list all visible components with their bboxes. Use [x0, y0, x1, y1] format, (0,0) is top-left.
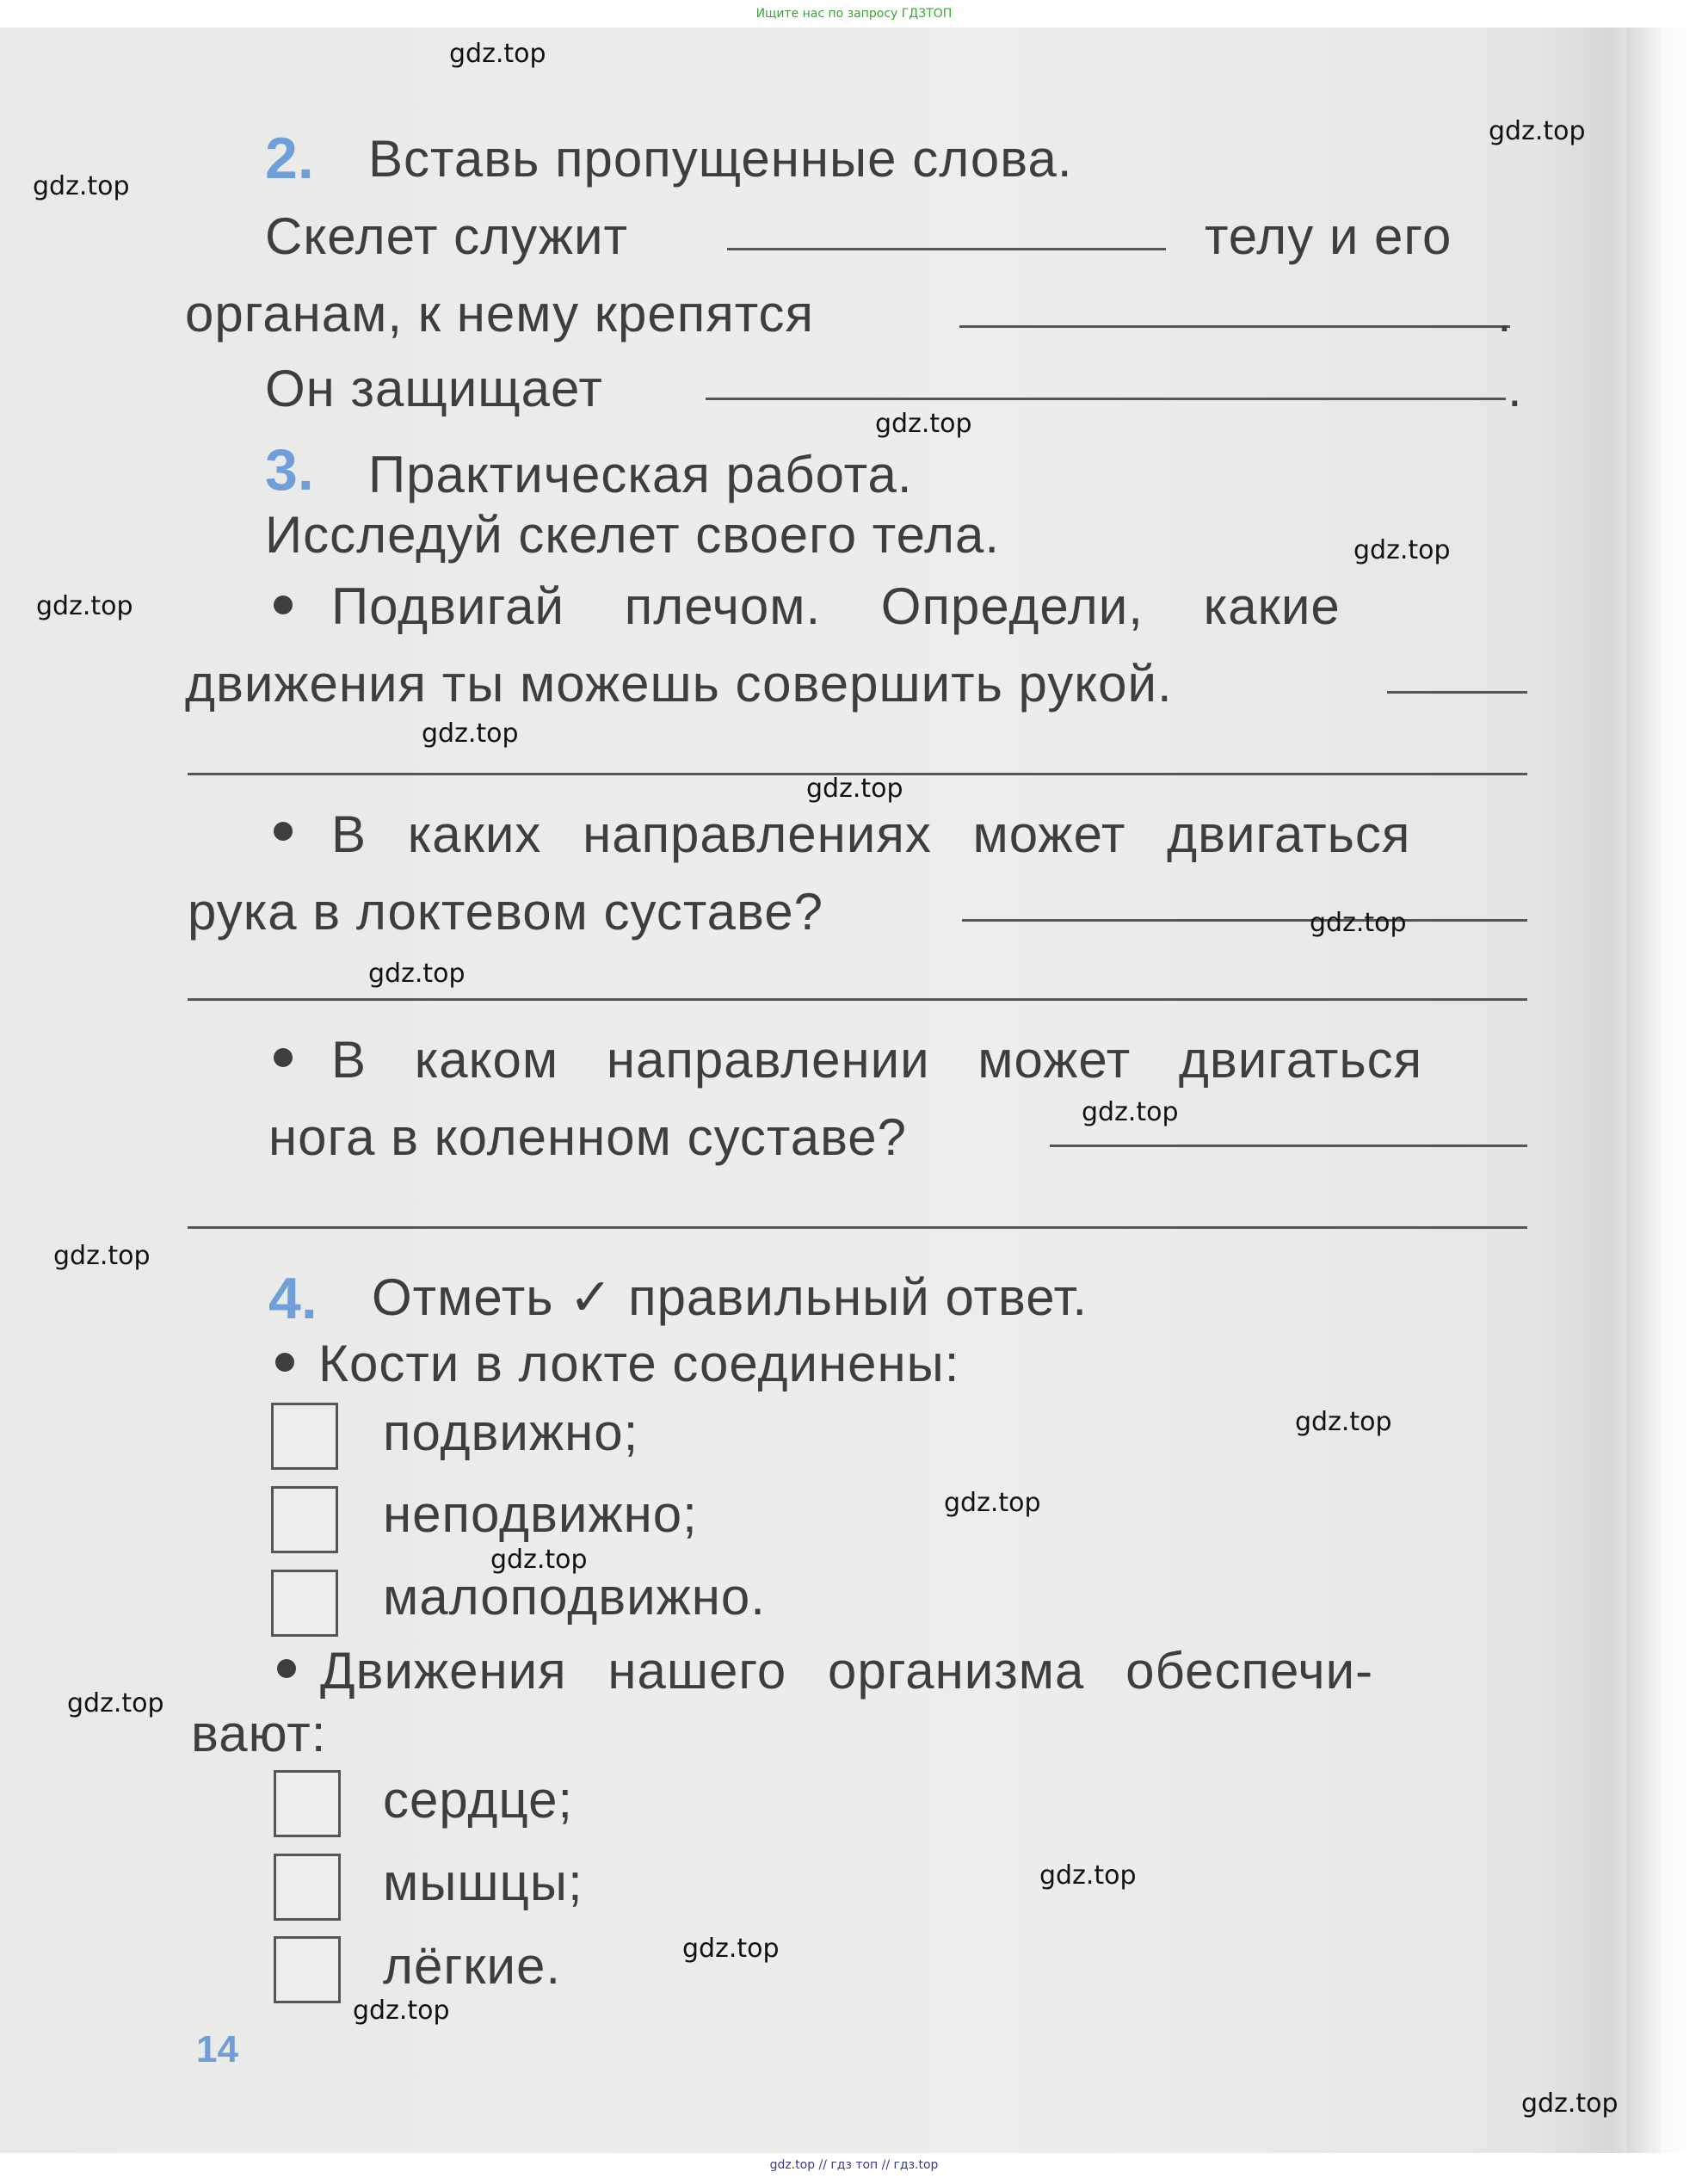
task2-line1: Скелет служит — [265, 207, 628, 265]
task4-q1: Кости в локте соединены: — [318, 1335, 960, 1392]
footer-strip: gdz.top // гдз топ // гдз.top — [769, 2158, 939, 2172]
task4-number: 4. — [268, 1266, 318, 1331]
task3-q2-line2: рука в локтевом суставе? — [188, 883, 823, 941]
watermark: gdz.top — [36, 591, 133, 621]
task2-line2-end: . — [1497, 285, 1513, 342]
task4-title: Отметь ✓ правильный ответ. — [372, 1268, 1088, 1326]
answer-checkbox[interactable] — [271, 1486, 338, 1553]
task2-blank-1[interactable] — [727, 248, 1166, 250]
watermark: gdz.top — [1295, 1407, 1392, 1437]
task3-q2-line1: В каких направлениях может двигаться — [331, 805, 1411, 863]
answer-checkbox[interactable] — [274, 1854, 341, 1921]
task3-q1-blank-1[interactable] — [1387, 691, 1527, 694]
task4-q2-line1: Движения нашего организма обеспечи- — [320, 1642, 1374, 1700]
task3-q3-line1: В каком направлении может двигаться — [331, 1031, 1423, 1089]
task4-q1-option-1: подвижно; — [383, 1404, 639, 1461]
watermark: gdz.top — [353, 1996, 450, 2026]
task4-q1-option-3: малоподвижно. — [383, 1568, 766, 1626]
watermark: gdz.top — [1353, 535, 1451, 565]
task3-q2-blank-2[interactable] — [188, 998, 1527, 1001]
task2-title: Вставь пропущенные слова. — [368, 130, 1073, 188]
task3-q1-line1: Подвигай плечом. Определи, какие — [331, 577, 1341, 635]
task4-q2-option-3: лёгкие. — [383, 1937, 562, 1995]
task3-number: 3. — [265, 437, 314, 503]
watermark: gdz.top — [875, 409, 972, 439]
bullet-icon — [274, 822, 293, 841]
answer-checkbox[interactable] — [271, 1403, 338, 1470]
task2-line2: органам, к нему крепятся — [185, 285, 815, 342]
task3-q3-blank-1[interactable] — [1050, 1145, 1527, 1147]
task3-q3-line2: нога в коленном суставе? — [268, 1108, 908, 1166]
task2-line3-end: . — [1508, 360, 1523, 417]
bullet-icon — [274, 1048, 293, 1067]
workbook-page — [0, 28, 1661, 2153]
watermark: gdz.top — [1039, 1860, 1137, 1891]
task4-q2-option-2: мышцы; — [383, 1854, 583, 1911]
task3-q1-line2: движения ты можешь совершить рукой. — [185, 655, 1173, 713]
task3-q2-blank-1[interactable] — [962, 919, 1527, 922]
task4-q1-option-2: неподвижно; — [383, 1485, 698, 1543]
task2-line3: Он защищает — [265, 360, 603, 417]
watermark: gdz.top — [1489, 116, 1586, 146]
answer-checkbox[interactable] — [274, 1770, 341, 1837]
bullet-icon — [277, 1659, 296, 1678]
watermark: gdz.top — [806, 774, 903, 804]
watermark: gdz.top — [1310, 908, 1407, 938]
watermark: gdz.top — [33, 171, 130, 201]
task2-number: 2. — [265, 126, 314, 191]
answer-checkbox[interactable] — [274, 1936, 341, 2003]
task4-q2-option-1: сердце; — [383, 1771, 574, 1829]
watermark: gdz.top — [944, 1488, 1041, 1518]
answer-checkbox[interactable] — [271, 1570, 338, 1637]
watermark: gdz.top — [422, 719, 519, 749]
task2-blank-3[interactable] — [706, 398, 1506, 400]
watermark: gdz.top — [490, 1545, 588, 1575]
top-banner: Ищите нас по запросу ГДЗТОП — [755, 7, 953, 21]
task2-line1-end: телу и его — [1205, 207, 1452, 265]
bullet-icon — [274, 595, 293, 614]
bullet-icon — [275, 1353, 294, 1372]
page-edge-shadow — [1626, 28, 1708, 2153]
page-number: 14 — [196, 2028, 238, 2070]
task4-q2-line2: вают: — [191, 1705, 327, 1762]
watermark: gdz.top — [1521, 2089, 1619, 2119]
watermark: gdz.top — [67, 1688, 164, 1718]
watermark: gdz.top — [1082, 1097, 1179, 1127]
task3-title: Практическая работа. — [368, 446, 913, 503]
watermark: gdz.top — [53, 1241, 151, 1271]
task3-q3-blank-2[interactable] — [188, 1226, 1527, 1229]
watermark: gdz.top — [368, 959, 466, 989]
watermark: gdz.top — [449, 39, 546, 69]
watermark: gdz.top — [682, 1934, 780, 1964]
task2-blank-2[interactable] — [959, 325, 1510, 328]
task3-subtitle: Исследуй скелет своего тела. — [265, 506, 1000, 564]
